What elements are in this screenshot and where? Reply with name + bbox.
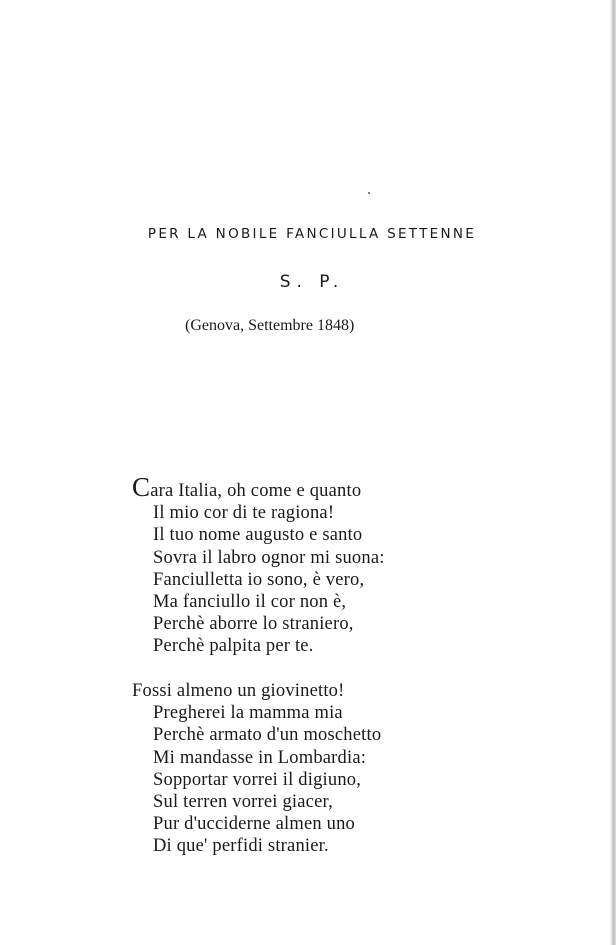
verse-line: Pur d'ucciderne almen uno: [153, 814, 356, 835]
verse-line: Fossi almeno un giovinetto!: [132, 681, 345, 701]
verse-line: [132, 472, 385, 502]
page-edge: [610, 0, 616, 945]
verse-line: Perchè armato d'un moschetto: [153, 725, 382, 746]
dedicatee-initials: S. P.: [279, 272, 345, 292]
verse-line: Il mio cor di te ragiona!: [153, 503, 335, 524]
poem-heading: PER LA NOBILE FANCIULLA SETTENNE: [147, 226, 477, 242]
drop-cap: C: [132, 472, 151, 502]
verse-line-text: ara Italia, oh come e quanto: [150, 481, 362, 501]
verse-line: Il tuo nome augusto e santo: [153, 525, 363, 546]
verse-line: Fanciulletta io sono, è vero,: [153, 569, 365, 590]
verse-line: Ma fanciullo il cor non è,: [153, 592, 347, 613]
verse-line: Pregherei la mamma mia: [153, 703, 343, 724]
dateline: (Genova, Settembre 1848): [185, 317, 355, 334]
verse-line: Mi mandasse in Lombardia:: [153, 747, 367, 768]
stanza-1: [132, 472, 385, 658]
print-speck: [368, 192, 370, 194]
verse-line: Sul terren vorrei giacer,: [153, 792, 333, 813]
verse-line: Sopportar vorrei il digiuno,: [153, 769, 362, 790]
stanza-2: [132, 680, 381, 858]
verse-line: Sovra il labro ognor mi suona:: [153, 547, 385, 568]
verse-line: Perchè palpita per te.: [153, 636, 314, 657]
verse-line: Perchè aborre lo straniero,: [153, 614, 354, 635]
verse-line: Di que' perfidi stranier.: [153, 836, 329, 857]
